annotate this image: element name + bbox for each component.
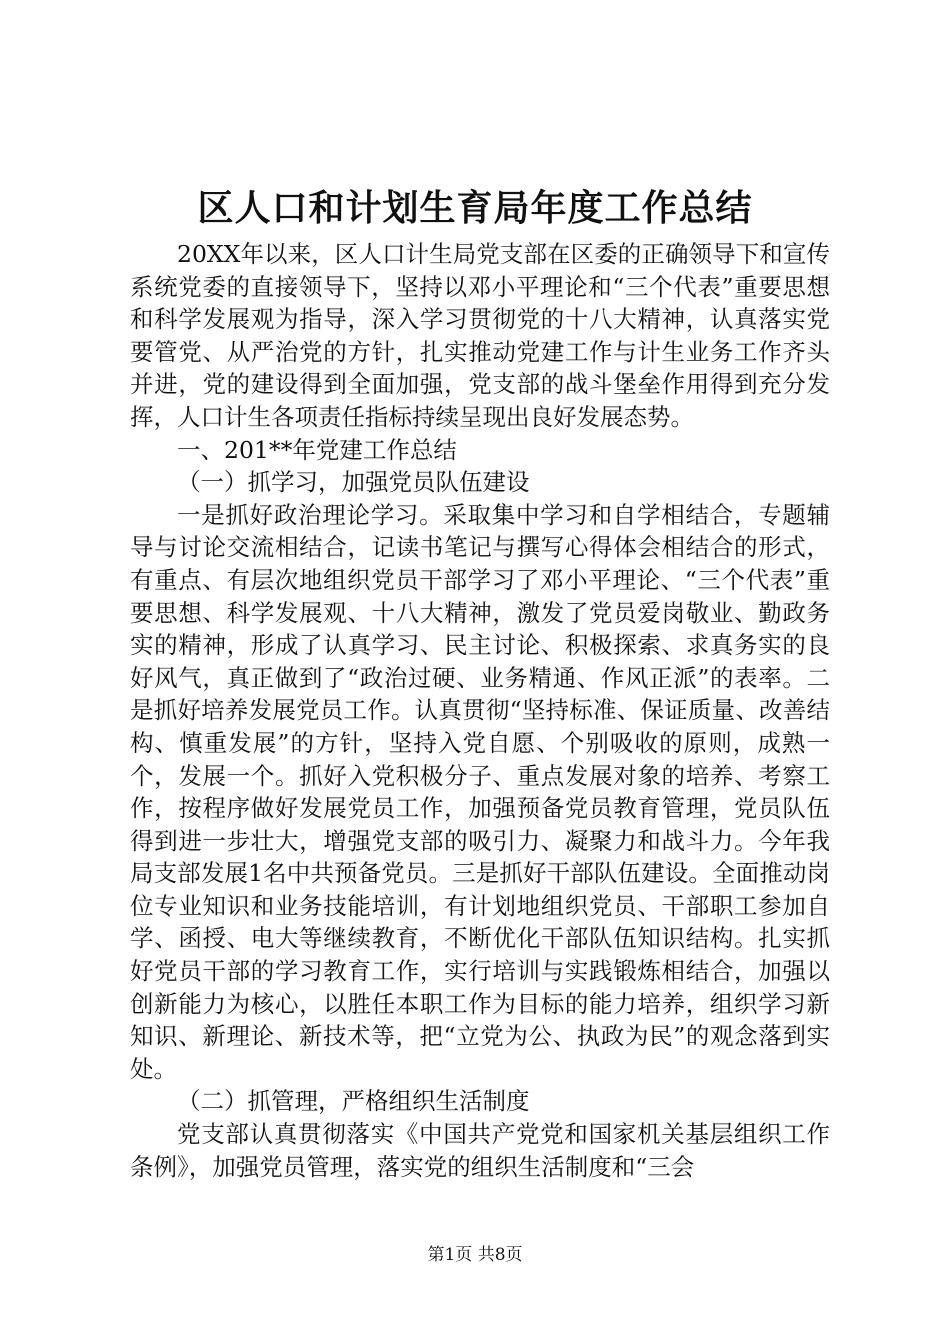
paragraph-intro: 20XX年以来，区人口计生局党支部在区委的正确领导下和宣传系统党委的直接领导下，坚持以邓小平理论和“三个代表”重要思想和科学发展观为指导，深入学习贯彻党的十八大精神，认真落实党要管党、从严治党的方针，扎实推动党建工作与计生业务工作齐头并进，党的建设得到全面加强，党支部的战斗堡垒作用得到充分发挥，人口计生各项责任指标持续呈现出良好发展态势。	[130, 240, 830, 431]
page-footer: 第1页 共8页	[427, 1245, 523, 1265]
document-body	[130, 238, 830, 1183]
subsection-heading: （一）抓学习，加强党员队伍建设	[177, 468, 530, 497]
paragraph-management: 党支部认真贯彻落实《中国共产党党和国家机关基层组织工作条例》，加强党员管理，落实党的组织生活制度和“三会	[130, 1120, 830, 1181]
paragraph-study: 一是抓好政治理论学习。采取集中学习和自学相结合，专题辅导与讨论交流相结合，记读书笔记与撰写心得体会相结合的形式，有重点、有层次地组织党员干部学习了邓小平理论、“三个代表”重要思想、科学发展观、十八大精神，激发了党员爱岗敬业、勤政务实的精神，形成了认真学习、民主讨论、积极探索、求真务实的良好风气，真正做到了“政治过硬、业务精通、作风正派”的表率。二是抓好培养发展党员工作。认真贯彻“坚持标准、保证质量、改善结构、慎重发展”的方针，坚持入党自愿、个别吸收的原则，成熟一个，发展一个。抓好入党积极分子、重点发展对象的培养、考察工作，按程序做好发展党员工作，加强预备党员教育管理，党员队伍得到进一步壮大，增强党支部的吸引力、凝聚力和战斗力。今年我局支部发展1名中共预备党员。三是抓好干部队伍建设。全面推动岗位专业知识和业务技能培训，有计划地组织党员、干部职工参加自学、函授、电大等继续教育，不断优化干部队伍知识结构。扎实抓好党员干部的学习教育工作，实行培训与实践锻炼相结合，加强以创新能力为核心，以胜任本职工作为目标的能力培养，组织学习新知识、新理论、新技术等，把“立党为公、执政为民”的观念落到实处。	[130, 500, 830, 1083]
section-heading: 一、201**年党建工作总结	[177, 435, 457, 464]
subsection-heading: （二）抓管理，严格组织生活制度	[177, 1087, 530, 1116]
document-title: 区人口和计划生育局年度工作总结	[197, 187, 753, 229]
